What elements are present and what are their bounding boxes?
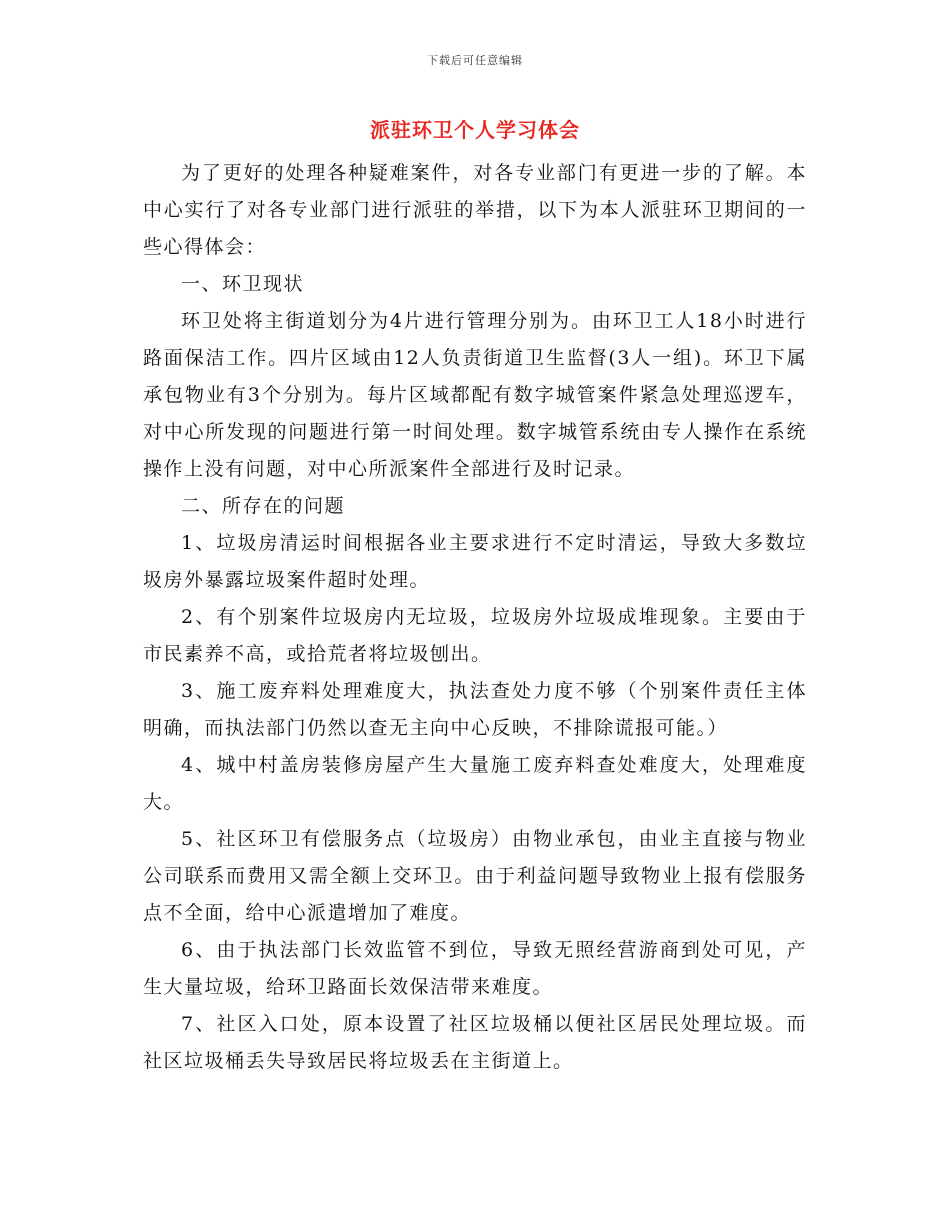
problem-item-6: 6、由于执法部门长效监管不到位，导致无照经营游商到处可见，产生大量垃圾，给环卫路面长效保洁带来难度。: [143, 939, 807, 998]
problem-item-7: 7、社区入口处，原本设置了社区垃圾桶以便社区居民处理垃圾。而社区垃圾桶丢失导致居民将垃圾丢在主街道上。: [143, 1013, 807, 1072]
problem-item-2: 2、有个别案件垃圾房内无垃圾，垃圾房外垃圾成堆现象。主要由于市民素养不高，或拾荒者将垃圾刨出。: [143, 606, 807, 665]
header-note: 下载后可任意编辑: [427, 54, 523, 67]
problem-item-4: 4、城中村盖房装修房屋产生大量施工废弃料查处难度大，处理难度大。: [143, 754, 807, 813]
document-body: [143, 155, 807, 1080]
section-heading-problems: 二、所存在的问题: [181, 495, 346, 517]
section-heading-status: 一、环卫现状: [181, 273, 305, 295]
paragraph-status: 环卫处将主街道划分为4片进行管理分别为。由环卫工人18小时进行路面保洁工作。四片区域由12人负责街道卫生监督(3人一组)。环卫下属承包物业有3个分别为。每片区域都配有数字城管案件紧急处理巡逻车，对中心所发现的问题进行第一时间处理。数字城管系统由专人操作在系统操作上没有问题，对中心所派案件全部进行及时记录。: [143, 310, 807, 480]
problem-item-5: 5、社区环卫有偿服务点（垃圾房）由物业承包，由业主直接与物业公司联系而费用又需全额上交环卫。由于利益问题导致物业上报有偿服务点不全面，给中心派遣增加了难度。: [143, 828, 807, 924]
document-title: 派驻环卫个人学习体会: [370, 118, 580, 142]
problem-item-1: 1、垃圾房清运时间根据各业主要求进行不定时清运，导致大多数垃圾房外暴露垃圾案件超时处理。: [143, 532, 807, 591]
paragraph-intro: 为了更好的处理各种疑难案件，对各专业部门有更进一步的了解。本中心实行了对各专业部门进行派驻的举措，以下为本人派驻环卫期间的一些心得体会：: [143, 162, 807, 258]
problem-item-3: 3、施工废弃料处理难度大，执法查处力度不够（个别案件责任主体明确，而执法部门仍然以查无主向中心反映，不排除谎报可能。）: [143, 680, 807, 739]
